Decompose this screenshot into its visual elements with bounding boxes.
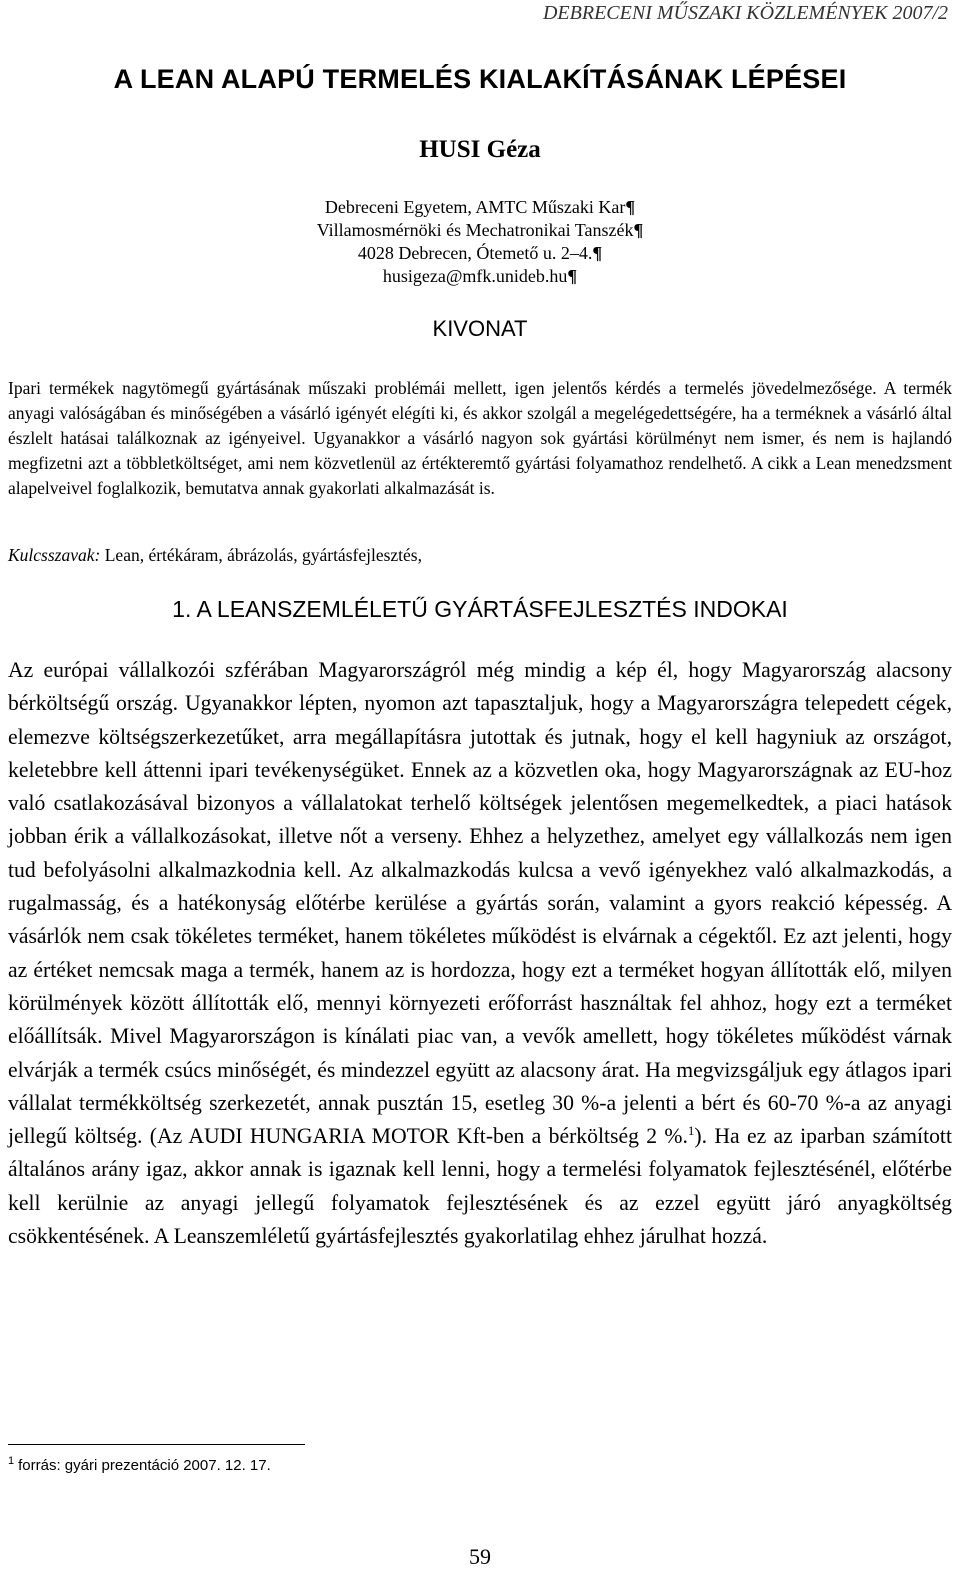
section-heading: 1. A LEANSZEMLÉLETŰ GYÁRTÁSFEJLESZTÉS INDOKAI (172, 596, 788, 622)
running-header: DEBRECENI MŰSZAKI KÖZLEMÉNYEK 2007/2 (542, 2, 948, 24)
affiliation-line (0, 265, 960, 288)
paper-title: A LEAN ALAPÚ TERMELÉS KIALAKÍTÁSÁNAK LÉPÉSEI (113, 64, 847, 94)
author-name: HUSI Géza (419, 136, 541, 163)
author-email: husigeza@mfk.unideb.hu (382, 266, 568, 286)
affiliation-line (0, 196, 960, 219)
pilcrow-mark: ¶ (567, 266, 578, 286)
keywords-line (8, 545, 952, 566)
keywords-text: Lean, értékáram, ábrázolás, gyártásfejlesztés, (104, 545, 422, 565)
footnote (8, 1455, 271, 1474)
affiliation-block (0, 196, 960, 288)
pilcrow-mark: ¶ (625, 197, 636, 217)
affiliation-line (0, 242, 960, 265)
section-body-paragraph (8, 654, 952, 1253)
abstract-text: Ipari termékek nagytömegű gyártásának műszaki problémái mellett, igen jelentős kérdés a termelés jövedelmezősége. A termék anyagi valóságában és minőségében a vásárló igényét elégíti ki, és akkor szolgál a megelégedettségére, ha a terméknek a vásárló által észlelt hatásai találkoznak az igényeivel. Ugyanakkor a vásárló nagyon sok gyártási körülményt nem ismer, és nem is hajlandó megfizetni azt a többletköltséget, ami nem közvetlenül az értékteremtő gyártási folyamathoz rendelhető. A cikk a Lean menedzsment alapelveivel foglalkozik, bemutatva annak gyakorlati alkalmazását is. (8, 378, 952, 498)
body-text-part: ). Ha ez az iparban számított általános arány igaz, akkor annak is igaznak kell lenni, hogy a termelési folyamatok fejlesztésénél, előtérbe kell kerülnie az anyagi jellegű folyamatok fejlesztésének és az ezzel együtt járó anyagköltség csökkentésének. A Leanszemléletű gyártásfejlesztés gyakorlatilag ehhez járulhat hozzá. (8, 1124, 952, 1249)
body-text-part: Az európai vállalkozói szférában Magyarországról még mindig a kép él, hogy Magyarország alacsony bérköltségű ország. Ugyanakkor lépten, nyomon azt tapasztaljuk, hogy a Magyarországra telepedett cégek, elemezve költségszerkezetűket, arra megállapításra jutottak és jutnak, hogy el kell hagyniuk az országot, keletebbre kell áttenni ipari tevékenységüket. Ennek az a közvetlen oka, hogy Magyarországnak az EU-hoz való csatlakozásával bizonyos a vállalatokat terhelő költségek jelentősen megemelkedtek, a piaci hatások jobban érik a vállalkozásokat, illetve nőt a verseny. Ehhez a helyzethez, amelyet egy vállalkozás nem igen tud befolyásolni alkalmazkodnia kell. Az alkalmazkodás kulcsa a vevő igényekhez való alkalmazkodás, a rugalmasság, és a hatékonyság előtérbe kerülése a gyártás során, valamint a gyors reakció képesség. A vásárlók nem csak tökéletes terméket, hanem tökéletes működést is elvárnak a cégektől. Ez azt jelenti, hogy az értéket nemcsak maga a termék, hanem az is hordozza, hogy ezt a terméket hogyan állították elő, milyen körülmények között állították elő, mennyi környezeti erőforrást használtak fel ahhoz, hogy ezt a terméket előállítsák. Mivel Magyarországon is kínálati piac van, a vevők amellett, hogy tökéletes működést várnak elvárják a termék csúcs minőségét, és mindezzel együtt az alacsony árat. Ha megvizsgáljuk egy átlagos ipari vállalat termékköltség szerkezetét, annak pusztán 15, esetleg 30 %-a jelenti a bért és 60-70 %-a az anyagi jellegű költség. (Az AUDI HUNGARIA MOTOR Kft-ben a bérköltség 2 %. (8, 658, 952, 1149)
affiliation-university: Debreceni Egyetem, AMTC Műszaki Kar (324, 197, 626, 217)
keywords-label: Kulcsszavak: (8, 545, 101, 565)
affiliation-department: Villamosmérnöki és Mechatronikai Tanszék (316, 220, 634, 240)
affiliation-address: 4028 Debrecen, Ótemető u. 2–4. (357, 243, 593, 263)
footnote-divider (8, 1444, 305, 1445)
affiliation-line (0, 219, 960, 242)
footnote-reference: 1 (687, 1122, 695, 1138)
footnote-text: forrás: gyári prezentáció 2007. 12. 17. (18, 1457, 271, 1474)
abstract-heading: KIVONAT (432, 316, 528, 341)
pilcrow-mark: ¶ (592, 243, 603, 263)
pilcrow-mark: ¶ (633, 220, 644, 240)
page-number: 59 (469, 1544, 491, 1569)
footnote-number: 1 (8, 1455, 15, 1467)
